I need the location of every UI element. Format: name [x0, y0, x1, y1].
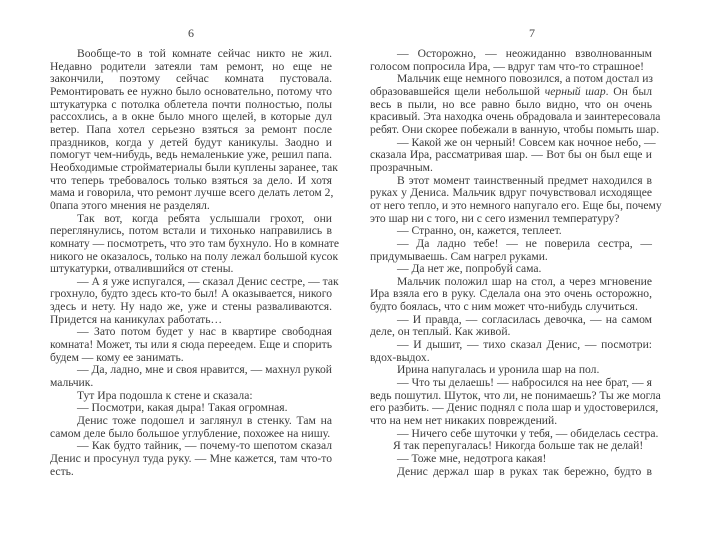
- text-line: прозрачным.: [370, 160, 433, 174]
- text-line: самом деле было большое углубление, похожее на нишу.: [50, 426, 331, 440]
- paragraph: [50, 440, 332, 478]
- text-line: — И дышит, — тихо сказал Денис, — посмотри:: [397, 338, 652, 352]
- page-number: 7: [529, 26, 535, 40]
- paragraph: [370, 238, 652, 263]
- text-line: праздников, когда у детей будут каникулы. Заодно и: [50, 135, 332, 149]
- text-line: Ремонтировать ее нужно было основательно, потому что: [50, 84, 332, 98]
- text-line: мама и говорила, что ремонт лучше всего делать летом 2,: [50, 186, 334, 200]
- paragraph: [50, 274, 339, 327]
- text-line: комната! Может, ты или я сюда переедем. Еще и спорить: [50, 338, 332, 352]
- text-line: — Зато потом будет у нас в квартире свободная: [77, 325, 332, 339]
- text-line: Денис и просунул туда руку. — Мне кажется, там что-то: [50, 452, 332, 465]
- paragraph: [370, 48, 652, 73]
- text-line: руках у Дениса. Мальчик вдруг почувствовал исходящее: [370, 186, 652, 200]
- paragraph: [370, 426, 659, 453]
- text-line: Денис тоже подошел и заглянул в стенку. Там на: [77, 414, 332, 428]
- italic-text: черный шар: [544, 84, 606, 98]
- paragraph: [370, 376, 661, 428]
- paragraph: [370, 339, 652, 364]
- paragraph: [370, 466, 652, 479]
- text-line: Мальчик положил шар на стол, а через мгновение: [397, 274, 652, 288]
- text-line: ребят. Они скорее побежали в ванную, чтобы помыть шар.: [370, 122, 660, 136]
- text-line: никого не оказалось, только на полу лежал большой кусок: [50, 249, 339, 263]
- text-line: — Да нет же, попробуй сама.: [397, 262, 542, 276]
- text-line: — И правда, — согласилась девочка, — на самом: [397, 312, 652, 326]
- text-line: есть.: [50, 464, 74, 478]
- text-line: Я так перепугалась! Никогда больше так не делай!: [393, 439, 644, 453]
- text-line: — Какой же он черный! Совсем как ночное небо, —: [397, 135, 656, 149]
- text-line: что на нем нет никаких повреждений.: [370, 414, 558, 428]
- text-line: ведь пошутил. Шуток, что ли, не понимаешь? Ты же могла: [370, 388, 661, 402]
- text-segment: образовавшейся щели небольшой: [370, 84, 545, 98]
- paragraph: [50, 47, 338, 213]
- page-body: [50, 47, 340, 478]
- right-page: [354, 0, 709, 540]
- text-line: помогут чем-нибудь, ведь немаленькие уже, решил папа.: [50, 148, 332, 162]
- text-line: Денис держал шар в руках так бережно, будто в: [397, 464, 652, 478]
- text-line: [370, 86, 652, 99]
- text-line: — Как будто тайник, — почему-то шепотом сказал: [77, 439, 332, 453]
- paragraph: [50, 326, 332, 364]
- text-line: Мальчик еще немного повозился, а потом достал из: [397, 72, 653, 86]
- text-line: Недавно родители затеяли там ремонт, но еще не: [50, 59, 332, 73]
- paragraph: [50, 364, 332, 389]
- text-line: Тут Ира подошла к стене и сказала:: [77, 388, 253, 402]
- text-line: В этот момент таинственный предмет находился в: [397, 173, 652, 187]
- text-line: — Ничего себе шуточки у тебя, — обиделась сестра.: [397, 426, 659, 440]
- text-line: будто боялась, что с ним может что-нибудь случиться.: [370, 300, 638, 314]
- text-line: Необходимые стройматериалы были куплены заранее, так: [50, 160, 338, 174]
- text-segment: . Он был: [605, 84, 652, 98]
- paragraph: [370, 276, 652, 314]
- text-line: переглянулись, потом встали и тихонько направились в: [50, 224, 332, 238]
- text-line: придумываешь. Сам нагрел руками.: [370, 249, 548, 263]
- text-line: красивый. Эта находка очень обрадовала и заинтересовала: [370, 110, 661, 124]
- text-line: штукатурки, отвалившийся от стены.: [50, 262, 234, 276]
- text-line: голосом попросила Ира, — вдруг там что-то страшное!: [370, 59, 644, 73]
- text-line: закончили, поэтому сейчас комната пустовала.: [50, 72, 332, 86]
- paragraph: [370, 225, 652, 238]
- text-line: от него тепло, и это немного напугало его. Еще бы, почему: [370, 198, 662, 212]
- text-line: штукатурка с потолка облетела почти полностью, полы: [50, 97, 332, 111]
- text-line: его разбить. — Денис поднял с пола шар и удостоверился,: [370, 401, 659, 415]
- text-line: — Что ты делаешь! — набросился на нее брат, — я: [397, 376, 652, 390]
- paragraph: [370, 453, 652, 466]
- text-line: — А я уже испугался, — сказал Денис сестре, — так: [77, 274, 339, 288]
- text-line: это шар ни с того, ни с сего изменил температуру?: [370, 211, 620, 225]
- paragraph: [50, 211, 340, 276]
- text-line: весь в пыли, но все равно было видно, что он очень: [370, 97, 652, 111]
- text-line: — Тоже мне, недотрога какая!: [397, 452, 547, 465]
- text-line: мальчик.: [50, 376, 94, 390]
- text-line: будем — кому ее занимать.: [50, 350, 184, 364]
- text-line: здесь и нету. Ну надо же, уже и стены разваливаются.: [50, 300, 332, 314]
- text-line: — Да, ладно, мне и своя нравится, — махнул рукой: [77, 363, 332, 377]
- text-line: — Посмотри, какая дыра! Такая огромная.: [77, 401, 288, 415]
- text-line: грохнуло, будто здесь кто-то был! А оказывается, никого: [50, 287, 332, 301]
- text-line: Вообще-то в той комнате сейчас никто не жил.: [77, 47, 332, 60]
- text-line: Так вот, когда ребята услышали грохот, они: [77, 211, 332, 225]
- page-number: 6: [188, 26, 194, 40]
- text-line: вдох-выдох.: [370, 350, 430, 364]
- paragraph: [50, 415, 332, 440]
- text-line: — Странно, он, кажется, теплеет.: [397, 224, 562, 238]
- text-line: что теперь требовалось только взяться за дело. И хотя: [50, 173, 332, 187]
- paragraph: [370, 173, 662, 226]
- paragraph: [370, 72, 661, 136]
- text-line: ветер. Папа хотел серьезно взяться за ремонт после: [50, 122, 332, 136]
- paragraph: [370, 135, 656, 175]
- text-line: комнату — посмотреть, что это там бухнуло. Но в комнате: [50, 236, 340, 250]
- text-line: 0папа этого мнения не разделял.: [50, 198, 210, 212]
- page-body: [370, 47, 662, 478]
- text-line: — Осторожно, — неожиданно взволнованным: [397, 47, 652, 60]
- text-line: Ира взяла его в руку. Сделала она это очень осторожно,: [370, 287, 652, 301]
- paragraph: [370, 314, 652, 339]
- text-line: деле, он теплый. Как живой.: [370, 325, 511, 339]
- paragraph: [370, 263, 652, 276]
- text-line: — Да ладно тебе! — не поверила сестра, —: [397, 236, 652, 250]
- text-line: Придется на каникулах работать…: [50, 312, 223, 326]
- text-line: рассохлись, а в окне было много щелей, в которые дул: [50, 110, 332, 124]
- text-line: сказала Ира, рассматривая шар. — Вот бы он был еще и: [370, 148, 652, 162]
- text-line: Ирина напугалась и уронила шар на пол.: [397, 363, 600, 377]
- left-page: [0, 0, 354, 540]
